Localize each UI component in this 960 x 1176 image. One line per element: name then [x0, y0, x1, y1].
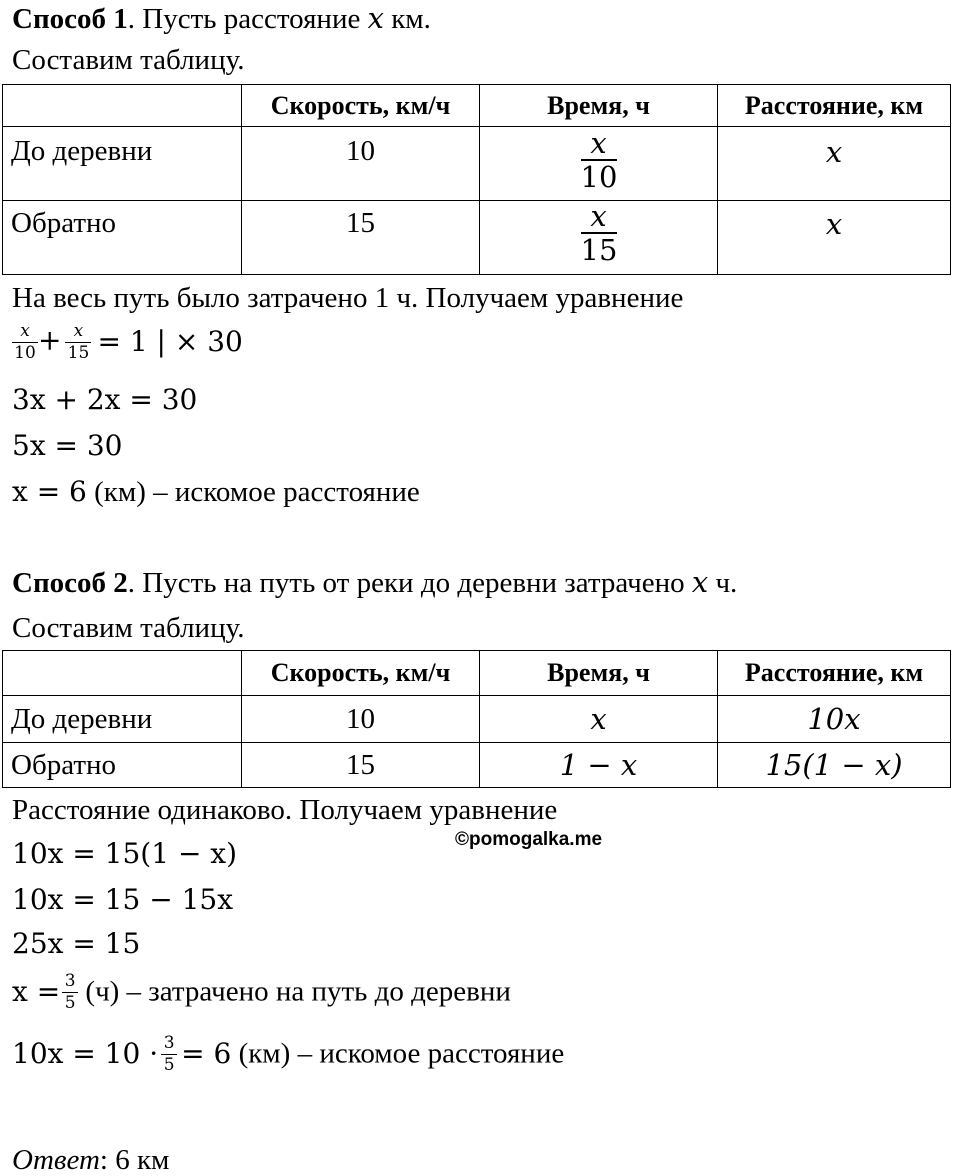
- fraction: [12, 322, 38, 362]
- time-fraction: [581, 128, 617, 193]
- method1-intro: [12, 1, 431, 35]
- watermark: ©pomogalka.me: [455, 829, 603, 850]
- fraction-numerator: x: [20, 321, 30, 341]
- table-row: [3, 201, 951, 275]
- method1-table-caption: Составим таблицу.: [12, 44, 245, 76]
- equation-text: (км) – искомое расстояние: [231, 1037, 565, 1070]
- fraction-denominator: 5: [64, 992, 76, 1013]
- equation-rhs: = 6: [181, 1037, 232, 1071]
- method1-equation-intro: На весь путь было затрачено 1 ч. Получаем уравнение: [12, 282, 684, 314]
- speed-cell: 10: [242, 696, 480, 743]
- fraction-denominator: 5: [163, 1054, 175, 1075]
- time-cell: [480, 201, 718, 275]
- fraction-denominator: 15: [580, 233, 618, 268]
- method2-equation-4: [12, 972, 511, 1012]
- fraction-numerator: x: [590, 126, 607, 160]
- fraction-numerator: 3: [163, 1033, 175, 1053]
- header-time: Время, ч: [480, 651, 718, 696]
- method2-var: x: [691, 565, 709, 599]
- table-row: [3, 696, 951, 743]
- method2-equation-3: 25x = 15: [12, 927, 141, 960]
- answer-label: Ответ: [12, 1144, 100, 1176]
- method2-table: [2, 650, 951, 788]
- method1-equation-1: [12, 322, 243, 362]
- header-speed: Скорость, км/ч: [242, 85, 480, 127]
- distance-cell: 15(1 − x): [718, 743, 951, 788]
- plus-sign: +: [38, 323, 62, 357]
- method1-heading: Способ 1: [12, 3, 128, 35]
- speed-cell: 15: [242, 743, 480, 788]
- equation-lhs: 10x = 10 ·: [12, 1037, 159, 1071]
- method2-equation-2: 10x = 15 − 15x: [12, 883, 233, 916]
- method1-intro-end: км.: [383, 3, 431, 35]
- equation-text: (км) – искомое расстояние: [86, 476, 420, 508]
- method2-equation-intro: Расстояние одинаково. Получаем уравнение: [12, 794, 558, 826]
- fraction-denominator: 15: [67, 342, 90, 363]
- header-empty-cell: [3, 651, 242, 696]
- header-empty-cell: [3, 85, 242, 127]
- method1-equation-4: [12, 475, 420, 508]
- equation-lhs: x =: [12, 975, 61, 1009]
- equation-text: (ч) – затрачено на путь до деревни: [78, 975, 511, 1008]
- method2-intro-end: ч.: [708, 567, 738, 599]
- table-header-row: [3, 85, 951, 127]
- fraction-numerator: x: [590, 199, 607, 233]
- distance-cell: x: [718, 201, 951, 275]
- answer-value: : 6 км: [99, 1144, 170, 1176]
- row-label: Обратно: [3, 201, 242, 275]
- method1-table: [2, 84, 951, 275]
- equation-rest: = 1 | × 30: [97, 325, 243, 359]
- equation-math: x = 6: [12, 475, 87, 508]
- row-label: До деревни: [3, 127, 242, 201]
- fraction: [65, 322, 91, 362]
- time-cell: 1 − x: [480, 743, 718, 788]
- time-cell: [480, 127, 718, 201]
- method2-table-caption: Составим таблицу.: [12, 612, 245, 644]
- time-cell: x: [480, 696, 718, 743]
- method1-equation-3: 5x = 30: [12, 429, 123, 462]
- method1-equation-2: 3x + 2x = 30: [12, 383, 198, 416]
- fraction: [161, 1034, 177, 1074]
- fraction-denominator: 10: [14, 342, 36, 363]
- distance-cell: 10x: [718, 696, 951, 743]
- method2-intro-text: . Пусть на путь от реки до деревни затрачено: [127, 567, 692, 599]
- method1-var: x: [367, 1, 384, 35]
- table-header-row: [3, 651, 951, 696]
- fraction-numerator: x: [73, 321, 84, 341]
- header-speed: Скорость, км/ч: [242, 651, 480, 696]
- method1-intro-text: . Пусть расстояние: [127, 3, 368, 35]
- speed-cell: 15: [242, 201, 480, 275]
- method2-equation-5: [12, 1034, 564, 1074]
- row-label: До деревни: [3, 696, 242, 743]
- method2-heading: Способ 2: [12, 567, 128, 599]
- header-time: Время, ч: [480, 85, 718, 127]
- fraction: [62, 972, 78, 1012]
- fraction-numerator: 3: [64, 971, 76, 991]
- table-row: [3, 743, 951, 788]
- method2-equation-1: 10x = 15(1 − x): [12, 837, 238, 870]
- distance-cell: x: [718, 127, 951, 201]
- table-row: [3, 127, 951, 201]
- row-label: Обратно: [3, 743, 242, 788]
- speed-cell: 10: [242, 127, 480, 201]
- method2-intro: [12, 565, 738, 599]
- fraction-denominator: 10: [580, 160, 618, 195]
- header-distance: Расстояние, км: [718, 651, 951, 696]
- time-fraction: [581, 201, 617, 266]
- header-distance: Расстояние, км: [718, 85, 951, 127]
